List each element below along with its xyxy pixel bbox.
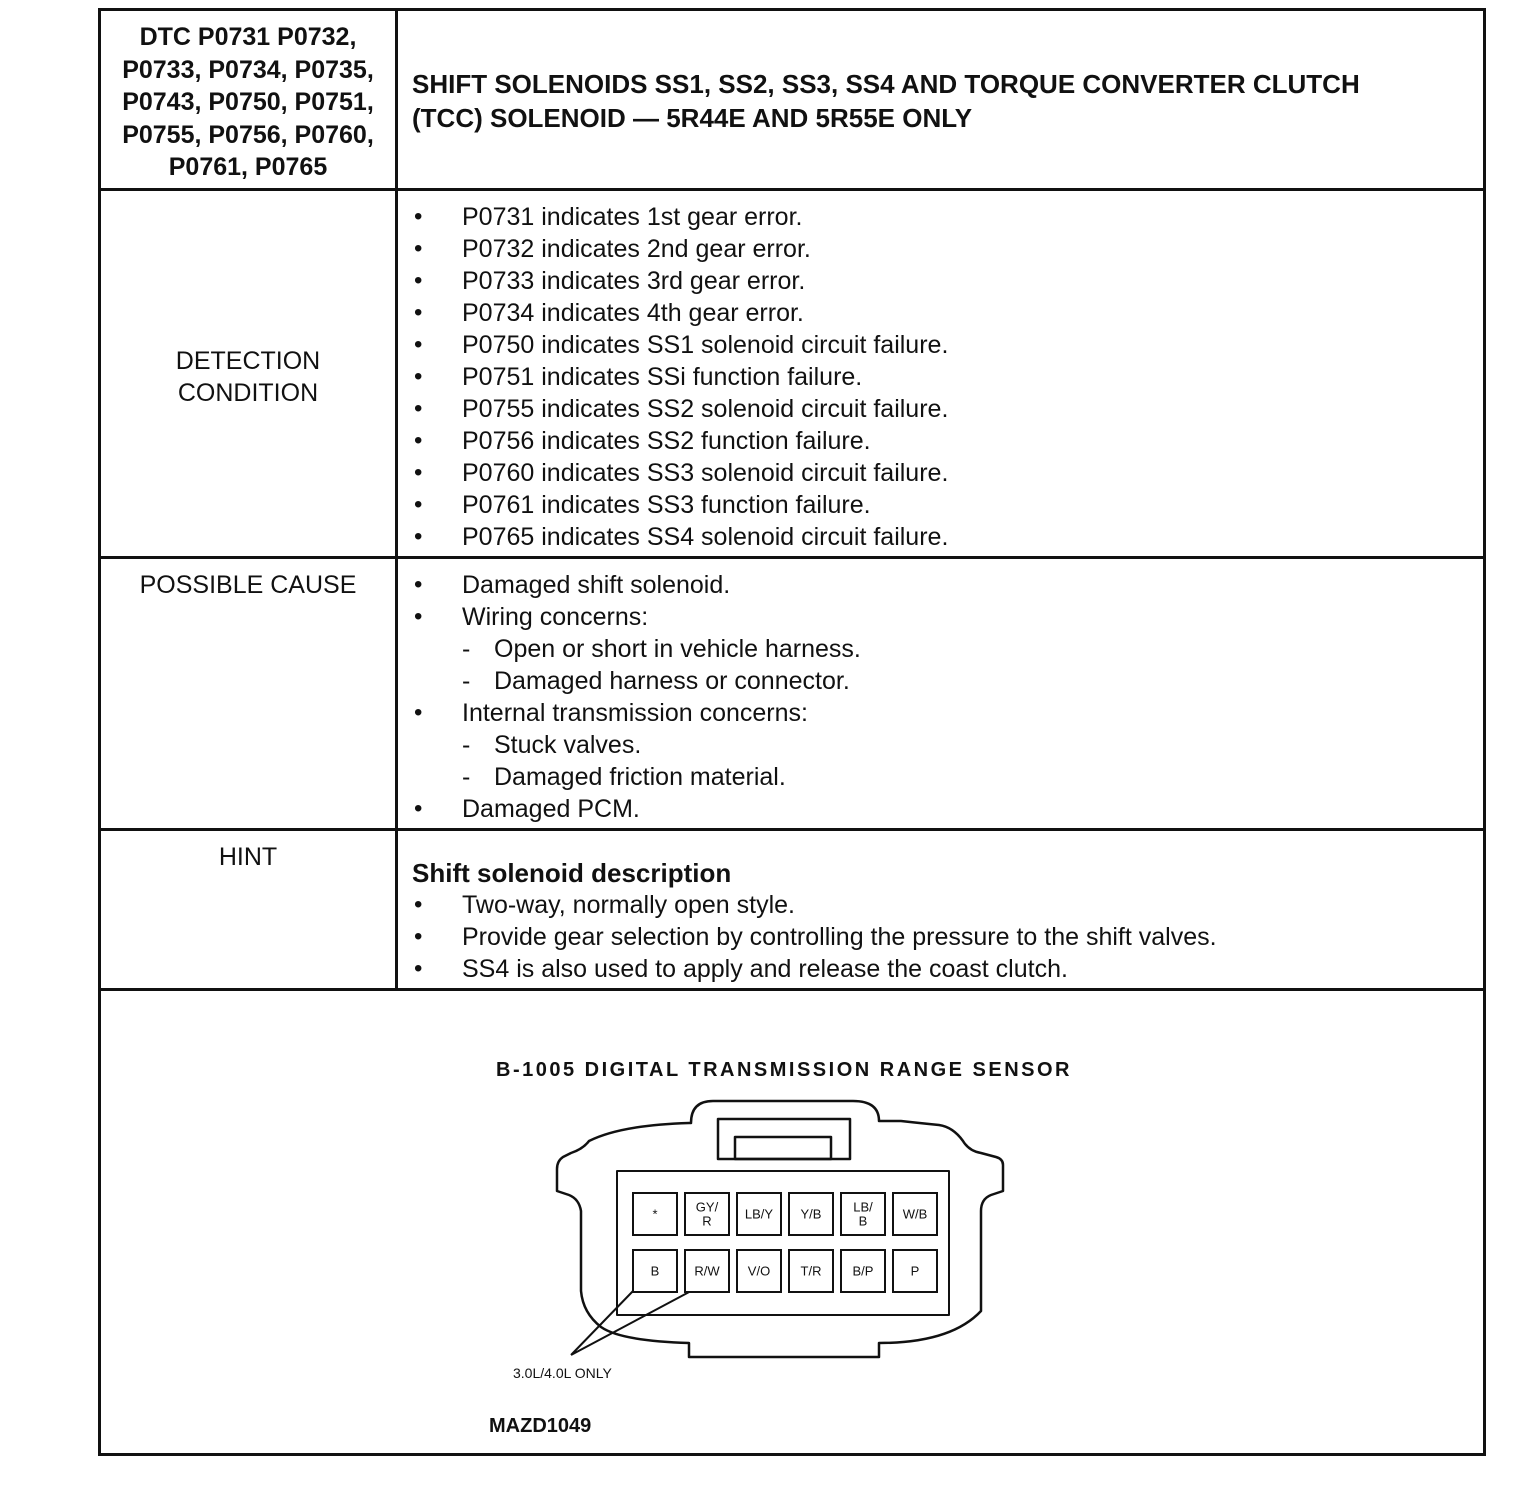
dash-marker: - (462, 667, 471, 695)
connector-pin (737, 1193, 781, 1235)
hint-label-cell (101, 831, 398, 988)
connector-pin-label: R (702, 1213, 712, 1229)
connector-pin (737, 1250, 781, 1292)
connector-pin (841, 1250, 885, 1292)
list-item: • P0733 indicates 3rd gear error. (412, 265, 1473, 297)
connector-pin-label: * (652, 1206, 658, 1222)
connector-pin (685, 1250, 729, 1292)
connector-diagram (101, 991, 1483, 1453)
sub-list-item (412, 729, 1473, 761)
connector-pin-label: B/P (852, 1263, 874, 1279)
connector-pin-label: Y/B (800, 1206, 822, 1222)
list-item: • P0756 indicates SS2 function failure. (412, 425, 1473, 457)
dtc-code-cell (101, 11, 398, 188)
dash-marker: - (462, 763, 471, 791)
figure-id: MAZD1049 (489, 1415, 592, 1437)
detection-label (101, 345, 395, 409)
list-item: • P0731 indicates 1st gear error. (412, 201, 1473, 233)
dtc-code-line: P0761, P0765 (168, 153, 328, 181)
connector-pin-label: T/R (800, 1263, 822, 1279)
dtc-code-line: DTC P0731 P0732, (139, 23, 357, 51)
possible-cause-row (101, 559, 1483, 831)
connector-pin-label: LB/Y (744, 1206, 774, 1222)
detection-label-line: CONDITION (177, 379, 319, 407)
dtc-code-line: P0743, P0750, P0751, (122, 88, 374, 116)
sub-list-item-text: Open or short in vehicle harness. (494, 635, 861, 663)
sub-list-item-text: Stuck valves. (494, 731, 642, 759)
sub-list-item (412, 633, 1473, 665)
detection-list (412, 201, 1473, 553)
connector-pin-label: P (910, 1263, 920, 1279)
list-item: • SS4 is also used to apply and release the coast clutch. (412, 953, 1473, 985)
figure-title: B-1005 DIGITAL TRANSMISSION RANGE SENSOR (496, 1059, 1072, 1081)
list-item: • P0755 indicates SS2 solenoid circuit failure. (412, 393, 1473, 425)
list-item: • P0751 indicates SSi function failure. (412, 361, 1473, 393)
possible-cause-label (101, 569, 395, 601)
possible-cause-label-text: POSSIBLE CAUSE (139, 571, 357, 599)
sub-list-item-text: Damaged harness or connector. (494, 667, 850, 695)
connector-pin-label: GY/ (695, 1199, 719, 1215)
dtc-code-line: P0733, P0734, P0735, (122, 55, 374, 84)
dash-marker: - (462, 731, 471, 759)
list-item: • P0761 indicates SS3 function failure. (412, 489, 1473, 521)
dtc-code-list (101, 21, 395, 184)
possible-cause-label-cell (101, 559, 398, 828)
connector-pin-label: B (858, 1213, 868, 1229)
possible-cause-content-cell (398, 559, 1483, 828)
list-item: • P0760 indicates SS3 solenoid circuit failure. (412, 457, 1473, 489)
page-title-line: (TCC) SOLENOID — 5R44E AND 5R55E ONLY (412, 103, 973, 133)
hint-heading: Shift solenoid description (412, 858, 732, 888)
figure-note: 3.0L/4.0L ONLY (513, 1365, 612, 1381)
connector-pin (893, 1193, 937, 1235)
hint-content-cell (398, 831, 1483, 988)
connector-latch-inner (735, 1137, 831, 1159)
detection-row (101, 191, 1483, 559)
connector-pin-label: V/O (747, 1263, 771, 1279)
title-cell (398, 11, 1483, 188)
list-item: • Provide gear selection by controlling the pressure to the shift valves. (412, 921, 1473, 953)
sub-list-item (412, 665, 1473, 697)
list-item: • Internal transmission concerns: (412, 697, 1473, 729)
dtc-code-line: P0755, P0756, P0760, (122, 120, 374, 149)
connector-pin (841, 1193, 885, 1235)
list-item: • P0732 indicates 2nd gear error. (412, 233, 1473, 265)
connector-pin (789, 1250, 833, 1292)
connector-pin-label: W/B (902, 1206, 928, 1222)
connector-pin-label: LB/ (853, 1199, 873, 1215)
connector-pin (633, 1193, 677, 1235)
connector-pin (893, 1250, 937, 1292)
list-item: • Damaged PCM. (412, 793, 1473, 825)
detection-label-line: DETECTION (175, 347, 321, 375)
possible-cause-list (412, 569, 1473, 825)
dtc-table (98, 8, 1486, 1456)
list-item: • Damaged shift solenoid. (412, 569, 1473, 601)
hint-list (412, 889, 1473, 985)
connector-pin-label: B (650, 1263, 660, 1279)
page-title (412, 67, 1463, 135)
detection-label-cell (101, 191, 398, 556)
sub-list-item (412, 761, 1473, 793)
callout-leader (571, 1291, 691, 1355)
list-item: • P0765 indicates SS4 solenoid circuit failure. (412, 521, 1473, 553)
page-title-line: SHIFT SOLENOIDS SS1, SS2, SS3, SS4 AND TORQUE CONVERTER CLUTCH (412, 69, 1360, 99)
list-item: • P0734 indicates 4th gear error. (412, 297, 1473, 329)
dash-marker: - (462, 635, 471, 663)
connector-pin (685, 1193, 729, 1235)
list-item: • Two-way, normally open style. (412, 889, 1473, 921)
list-item: • P0750 indicates SS1 solenoid circuit failure. (412, 329, 1473, 361)
list-item: • Wiring concerns: (412, 601, 1473, 633)
sub-list-item-text: Damaged friction material. (494, 763, 786, 791)
hint-label-text: HINT (218, 843, 278, 871)
detection-content-cell (398, 191, 1483, 556)
connector-pin (789, 1193, 833, 1235)
connector-pin (633, 1250, 677, 1292)
hint-row (101, 831, 1483, 991)
hint-label (101, 841, 395, 873)
pin-cavities (633, 1193, 937, 1292)
figure-row (101, 991, 1483, 1453)
header-row (101, 11, 1483, 191)
connector-pin-label: R/W (694, 1263, 720, 1279)
